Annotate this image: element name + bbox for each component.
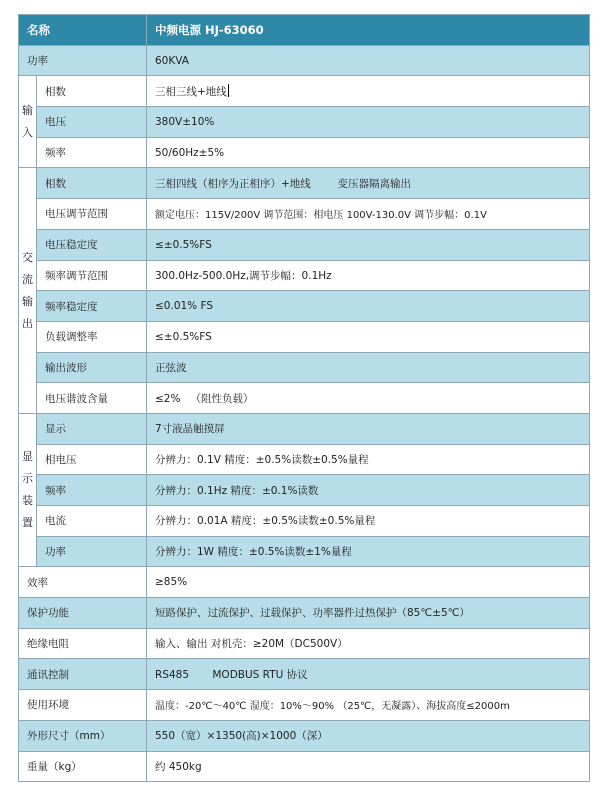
row-label: 功率 [19,45,147,76]
row-value: 正弦波 [147,352,590,383]
row-label: 功率 [37,536,147,567]
row-value: 短路保护、过流保护、过载保护、功率器件过热保护（85℃±5℃） [147,598,590,629]
row-value: 分辨力：0.1Hz 精度：±0.1%读数 [147,475,590,506]
row-value: ≤±0.5%FS [147,321,590,352]
row-label: 绝缘电阻 [19,628,147,659]
group-label-display: 显示装置 [19,413,37,566]
row-label: 相数 [37,168,147,199]
table-row [19,260,590,291]
row-label: 频率调节范围 [37,260,147,291]
row-label: 电压谐波含量 [37,383,147,414]
row-label: 频率 [37,475,147,506]
table-row [19,506,590,537]
row-label: 电压稳定度 [37,229,147,260]
table-row [19,690,590,721]
row-label: 频率 [37,137,147,168]
row-value: 温度：-20℃～40℃ 湿度：10%～90% （25℃，无凝露）、海拔高度≤2000m [147,690,590,721]
row-value: 60KVA [147,45,590,76]
table-row [19,444,590,475]
row-label: 外形尺寸（mm） [19,720,147,751]
row-value: 三相三线+地线 [147,76,590,107]
row-value: 约 450kg [147,751,590,782]
table-row [19,628,590,659]
row-value: 7寸液晶触摸屏 [147,413,590,444]
table-row [19,107,590,138]
row-value: RS485 MODBUS RTU 协议 [147,659,590,690]
table-row [19,45,590,76]
row-value: 300.0Hz-500.0Hz,调节步幅：0.1Hz [147,260,590,291]
table-row [19,383,590,414]
row-label: 相数 [37,76,147,107]
row-value: 50/60Hz±5% [147,137,590,168]
group-label-ac-output: 交流输出 [19,168,37,414]
row-value: 分辨力：1W 精度：±0.5%读数±1%量程 [147,536,590,567]
row-label: 重量（kg） [19,751,147,782]
row-label: 电压 [37,107,147,138]
table-row [19,659,590,690]
table-row [19,291,590,322]
header-label: 名称 [19,15,147,46]
row-label: 通讯控制 [19,659,147,690]
table-row [19,475,590,506]
table-row [19,751,590,782]
row-value: ≥85% [147,567,590,598]
table-row [19,536,590,567]
row-value: 分辨力：0.1V 精度：±0.5%读数±0.5%量程 [147,444,590,475]
text-cursor [228,84,229,97]
row-label: 显示 [37,413,147,444]
table-row [19,720,590,751]
table-row [19,76,590,107]
row-label: 保护功能 [19,598,147,629]
table-header-row [19,15,590,46]
row-label: 输出波形 [37,352,147,383]
table-row [19,137,590,168]
row-label: 负载调整率 [37,321,147,352]
row-label: 效率 [19,567,147,598]
table-row [19,229,590,260]
row-value: ≤0.01% FS [147,291,590,322]
row-label: 电流 [37,506,147,537]
table-row [19,413,590,444]
table-row [19,321,590,352]
group-label-input: 输入 [19,76,37,168]
row-value: 输入、输出 对机壳：≥20M（DC500V） [147,628,590,659]
table-row [19,352,590,383]
row-value: 550（宽）×1350(高)×1000（深） [147,720,590,751]
row-value: 380V±10% [147,107,590,138]
row-value: 额定电压：115V/200V 调节范围：相电压 100V-130.0V 调节步幅：0.1V [147,199,590,230]
row-value: ≤±0.5%FS [147,229,590,260]
table-row [19,199,590,230]
row-label: 电压调节范围 [37,199,147,230]
row-label: 频率稳定度 [37,291,147,322]
table-row [19,567,590,598]
row-label: 相电压 [37,444,147,475]
row-value: ≤2% （阻性负载） [147,383,590,414]
table-row [19,598,590,629]
spec-table [18,14,590,782]
row-label: 使用环境 [19,690,147,721]
row-value: 三相四线（相序为正相序）+地线 变压器隔离输出 [147,168,590,199]
table-row [19,168,590,199]
row-value: 分辨力：0.01A 精度：±0.5%读数±0.5%量程 [147,506,590,537]
header-value: 中频电源 HJ-63060 [147,15,590,46]
